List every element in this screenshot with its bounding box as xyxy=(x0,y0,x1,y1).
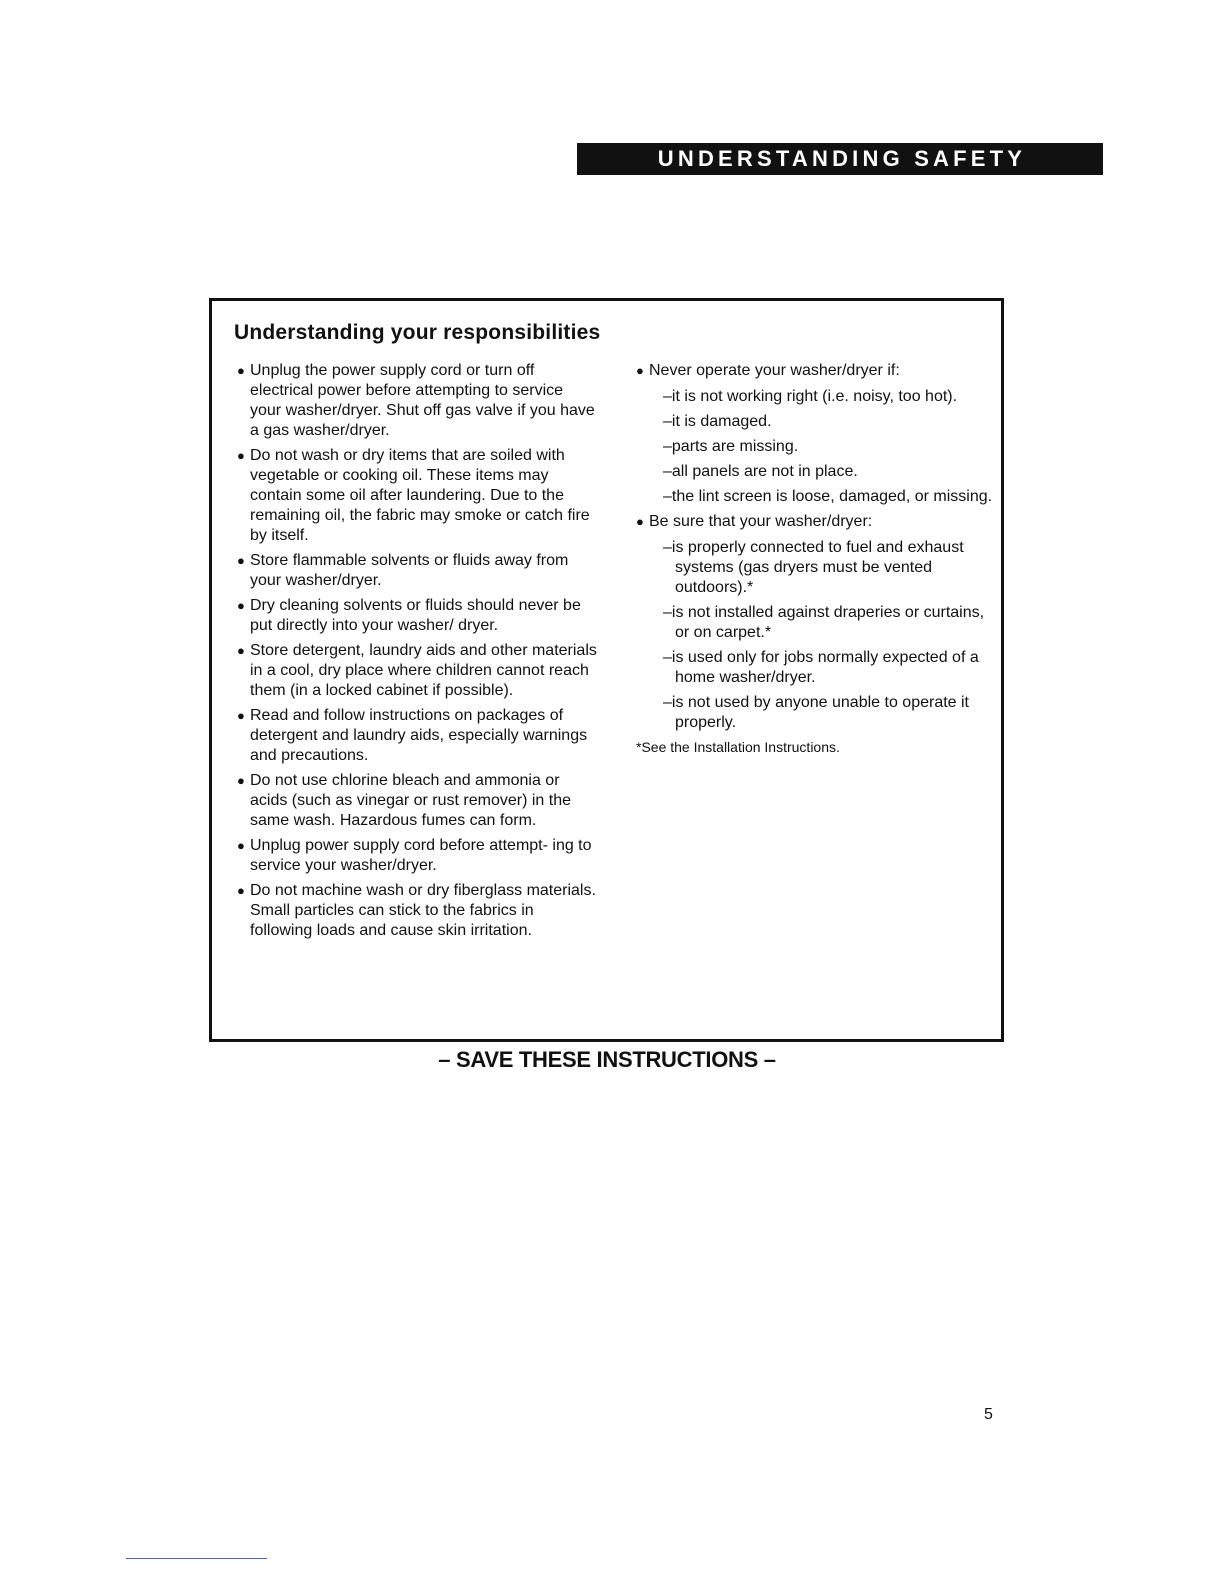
list-item: ● Read and follow instructions on packages of detergent and laundry aids, especially warnings and precautions. xyxy=(237,707,588,764)
bullet-icon: ● xyxy=(237,598,245,613)
save-instructions: – SAVE THESE INSTRUCTIONS – xyxy=(438,1047,776,1072)
sub-list xyxy=(649,538,996,733)
bullet-icon: ● xyxy=(636,363,644,378)
responsibilities-box xyxy=(209,298,1004,1042)
sub-list-item: –is properly connected to fuel and exhaust systems (gas dryers must be vented outdoors).* xyxy=(663,539,964,596)
footnote: *See the Installation Instructions. xyxy=(636,739,840,755)
sub-list-item: –is used only for jobs normally expected of a home washer/dryer. xyxy=(663,649,979,686)
bullet-icon: ● xyxy=(237,773,245,788)
box-heading: Understanding your responsibilities xyxy=(234,321,601,344)
bullet-icon: ● xyxy=(237,448,245,463)
list-item: ● Unplug power supply cord before attempt- ing to service your washer/dryer. xyxy=(237,837,592,874)
right-column-list xyxy=(636,361,996,756)
list-item: ● Do not machine wash or dry fiberglass materials. Small particles can stick to the fabrics in following loads and cause skin irritation. xyxy=(237,882,596,939)
list-item: ● Do not use chlorine bleach and ammonia or acids (such as vinegar or rust remover) in the same wash. Hazardous fumes can form. xyxy=(237,772,572,829)
sub-list-item: –the lint screen is loose, damaged, or missing. xyxy=(663,488,993,505)
bullet-icon: ● xyxy=(237,838,245,853)
bullet-icon: ● xyxy=(237,883,245,898)
page-number: 5 xyxy=(984,1406,993,1423)
list-item: ● Do not wash or dry items that are soiled with vegetable or cooking oil. These items may contain some oil after laundering. Due to the remaining oil, the fabric may smoke or catch fire by itself. xyxy=(237,447,590,544)
sub-list-item: –all panels are not in place. xyxy=(663,463,858,480)
bullet-icon: ● xyxy=(237,643,245,658)
sub-list-item: –parts are missing. xyxy=(663,438,799,455)
bullet-icon: ● xyxy=(237,708,245,723)
list-item: ● Dry cleaning solvents or fluids should never be put directly into your washer/ dryer. xyxy=(237,597,581,634)
sub-list-item: –is not installed against draperies or curtains, or on carpet.* xyxy=(663,604,985,641)
left-column-list xyxy=(237,361,597,946)
sub-list-item: –it is damaged. xyxy=(663,413,772,430)
section-banner: UNDERSTANDING SAFETY xyxy=(577,143,1103,175)
list-item: ● Never operate your washer/dryer if: –it is not working right (i.e. noisy, too hot). –it is damaged. –parts are missing. –all panels are not in place. –the lint screen is loose, damaged, or missing. xyxy=(636,361,996,507)
sub-list-item: –is not used by anyone unable to operate it properly. xyxy=(663,694,969,731)
list-item: ● Store flammable solvents or fluids away from your washer/dryer. xyxy=(237,552,569,589)
list-item: ● Unplug the power supply cord or turn off electrical power before attempting to service your washer/dryer. Shut off gas valve if you have a gas washer/dryer. xyxy=(237,362,595,439)
list-item: ● Be sure that your washer/dryer: –is properly connected to fuel and exhaust systems (gas dryers must be vented outdoors).* –is not installed against draperies or curtains, or on carpet.* –is used only for jobs normally expected of a home washer/dryer. –is not used by anyone unable to operate it properly. xyxy=(636,512,996,733)
bullet-icon: ● xyxy=(636,514,644,529)
sub-list-item: –it is not working right (i.e. noisy, too hot). xyxy=(663,388,958,405)
sub-list xyxy=(649,387,996,507)
list-item: ● Store detergent, laundry aids and other materials in a cool, dry place where children cannot reach them (in a locked cabinet if possible). xyxy=(237,642,597,699)
bullet-icon: ● xyxy=(237,363,245,378)
bottom-rule xyxy=(126,1558,267,1559)
bullet-icon: ● xyxy=(237,553,245,568)
